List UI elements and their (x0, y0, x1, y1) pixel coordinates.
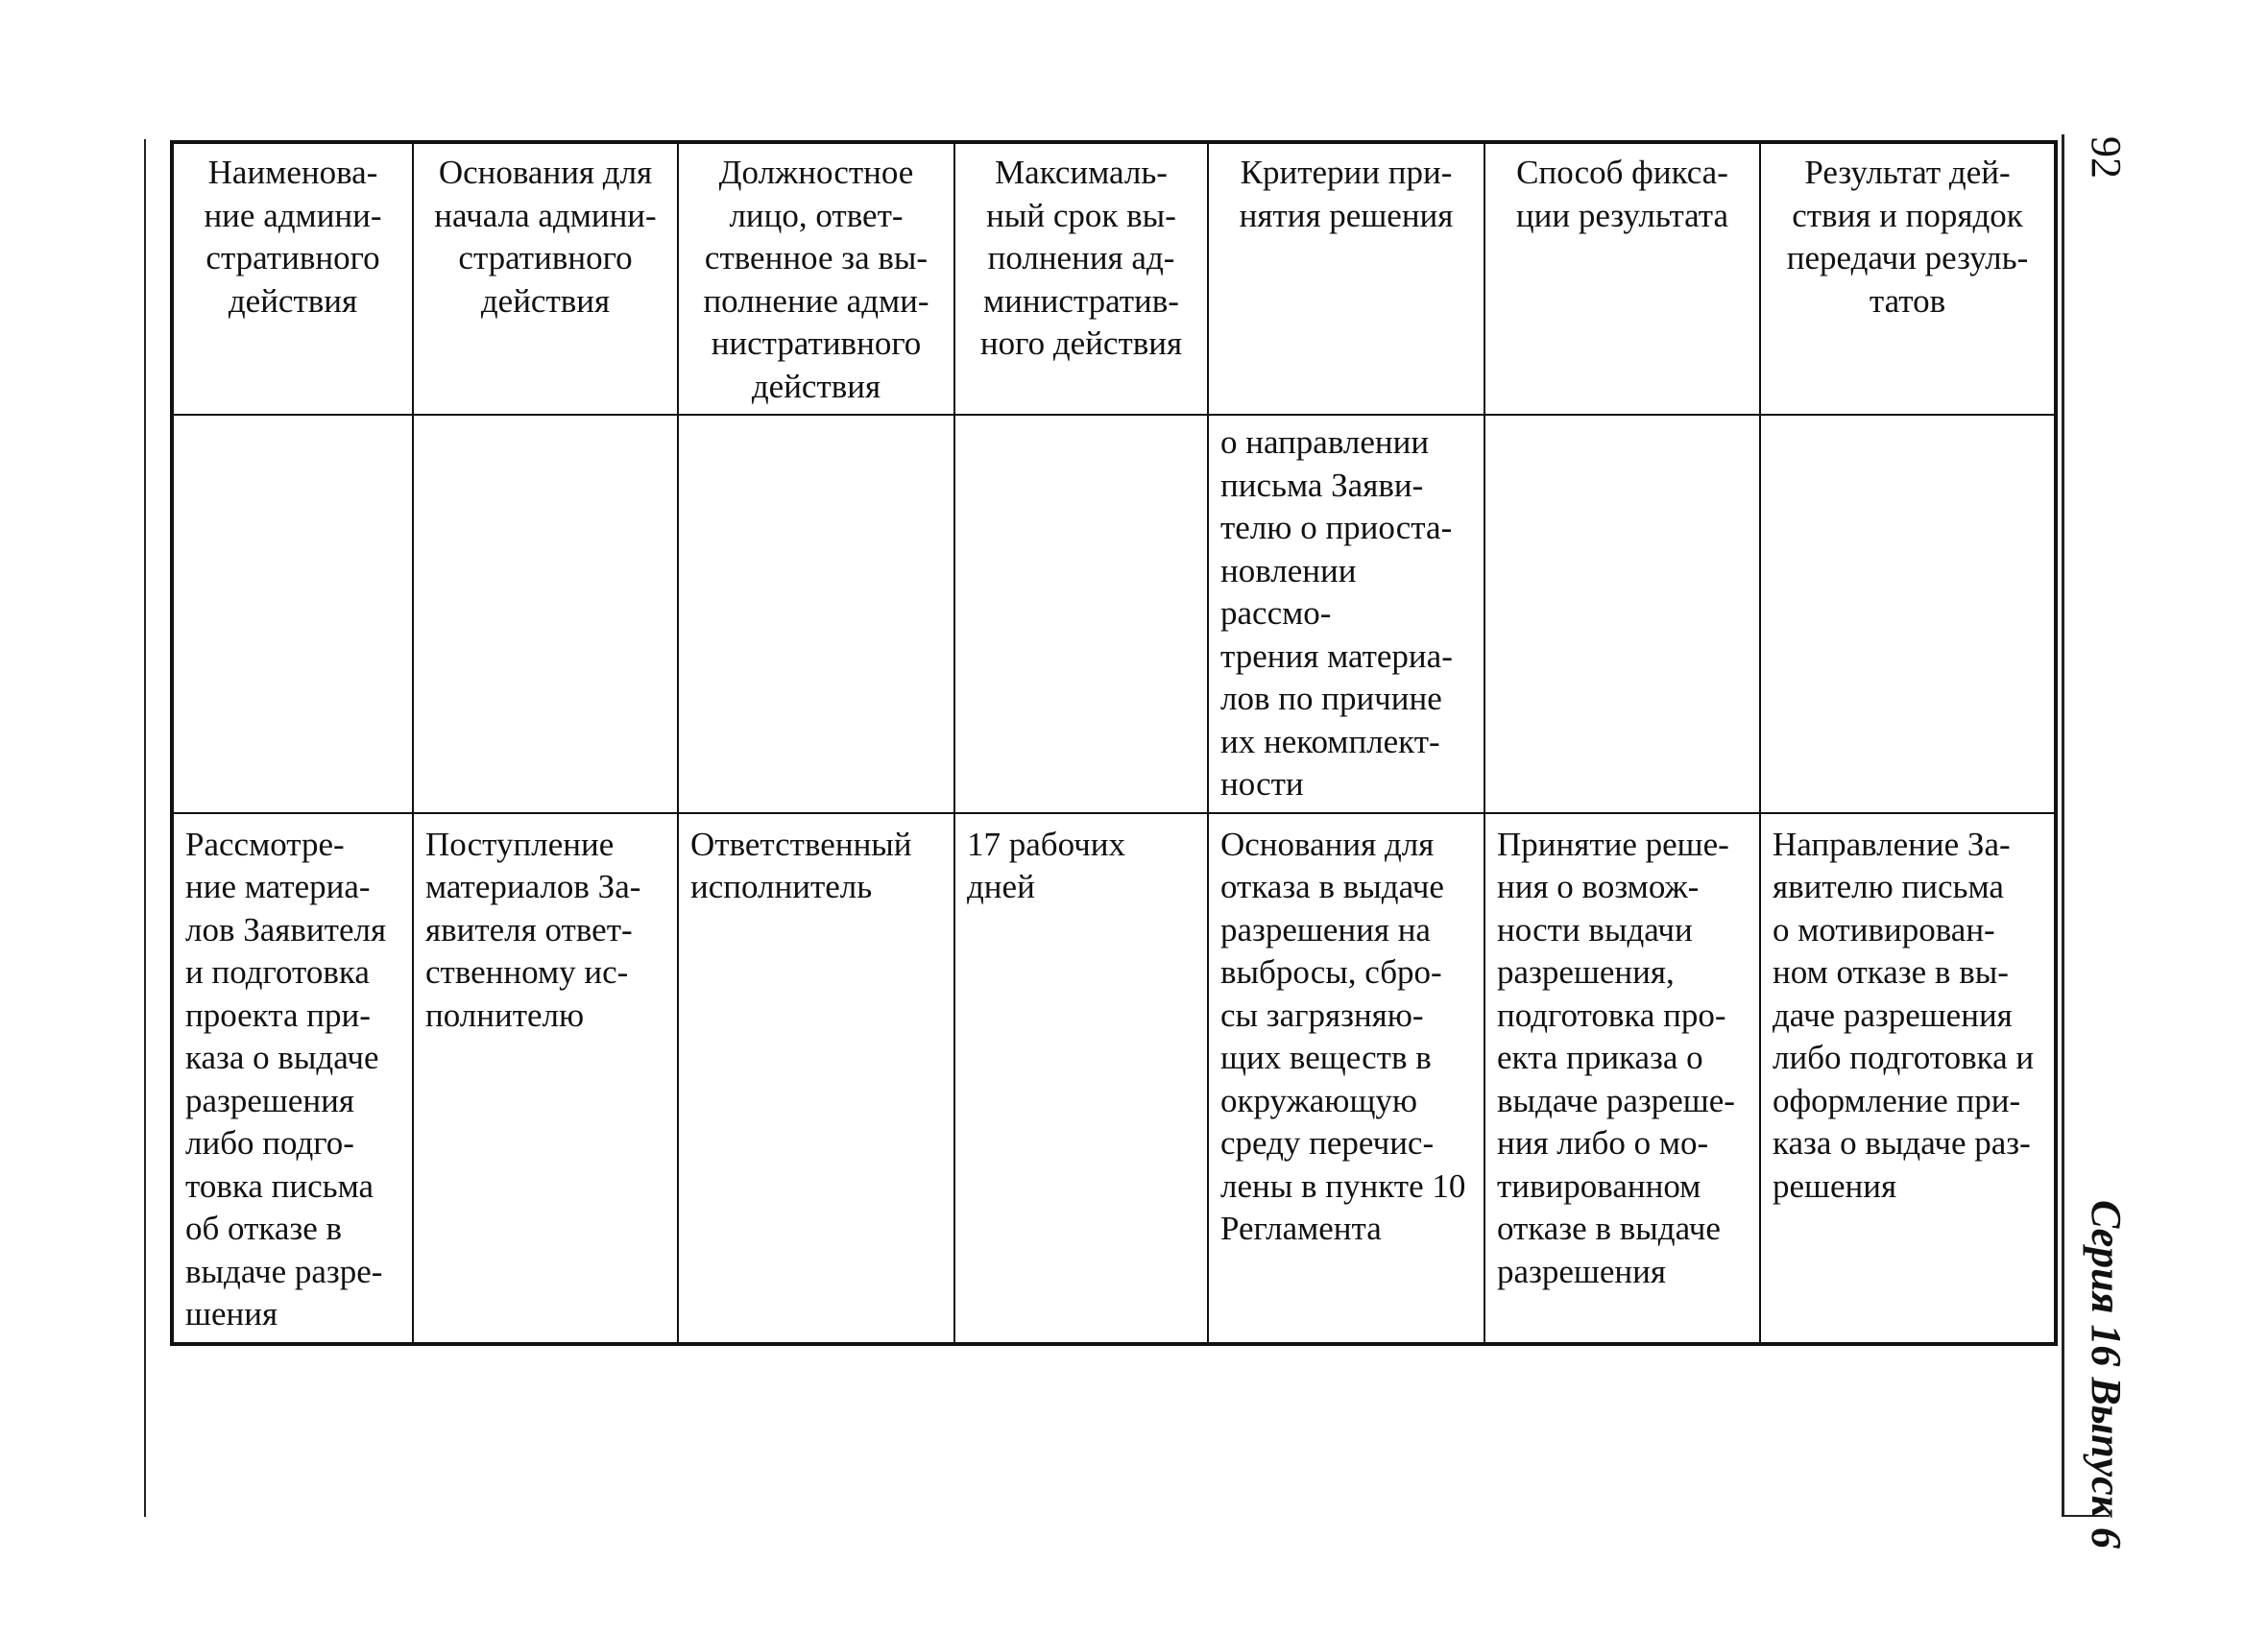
table-cell (1760, 415, 2056, 813)
header-cell-fixation: Способ фикса- ции результата (1484, 142, 1760, 415)
table-cell (172, 415, 413, 813)
header-cell-max-term: Максималь- ный срок вы- полнения ад- министратив- ного действия (954, 142, 1208, 415)
table-cell: о направлении письма Заяви- телю о приоста- новлении рассмо- трения материа- лов по причине их некомплект- ности (1208, 415, 1484, 813)
table-cell: Основания для отказа в выдаче разрешения на выбросы, сбро- сы загрязняю- щих веществ в окружающую среду перечис- лены в пункте 10 Регламента (1208, 813, 1484, 1344)
series-label: Серия 16 Выпуск 6 (2083, 1200, 2130, 1549)
table-cell: Направление За- явителю письма о мотивирован- ном отказе в вы- даче разрешения либо подготовка и оформление при- каза о выдаче раз- решения (1760, 813, 2056, 1344)
table-cell (413, 415, 678, 813)
right-margin-rule (2062, 134, 2064, 1517)
header-cell-criteria: Критерии при- нятия решения (1208, 142, 1484, 415)
header-cell-result: Результат дей- ствия и порядок передачи резуль- татов (1760, 142, 2056, 415)
table-cell: Поступление материалов За- явителя ответ- ственному ис- полнителю (413, 813, 678, 1344)
table-header-row (172, 142, 2056, 415)
table-row (172, 415, 2056, 813)
left-margin-rule (144, 139, 146, 1517)
table-cell (678, 415, 954, 813)
page-number: 92 (2083, 136, 2130, 179)
table-cell (1484, 415, 1760, 813)
table-cell (954, 415, 1208, 813)
header-cell-official: Должностное лицо, ответ- ственное за вы- полнение адми- нистративного действия (678, 142, 954, 415)
regulation-table (170, 140, 2058, 1346)
header-cell-action-name: Наименова- ние админи- стративного действия (172, 142, 413, 415)
table-cell: 17 рабочих дней (954, 813, 1208, 1344)
header-cell-grounds: Основания для начала админи- стративного действия (413, 142, 678, 415)
table-cell: Принятие реше- ния о возмож- ности выдачи разрешения, подготовка про- екта приказа о выдаче разреше- ния либо о мо- тивированном отказе в выдаче разрешения (1484, 813, 1760, 1344)
table-cell: Ответственный исполнитель (678, 813, 954, 1344)
table-row (172, 813, 2056, 1344)
table-cell: Рассмотре- ние материа- лов Заявителя и подготовка проекта при- каза о выдаче разрешения либо подго- товка письма об отказе в выдаче разре- шения (172, 813, 413, 1344)
